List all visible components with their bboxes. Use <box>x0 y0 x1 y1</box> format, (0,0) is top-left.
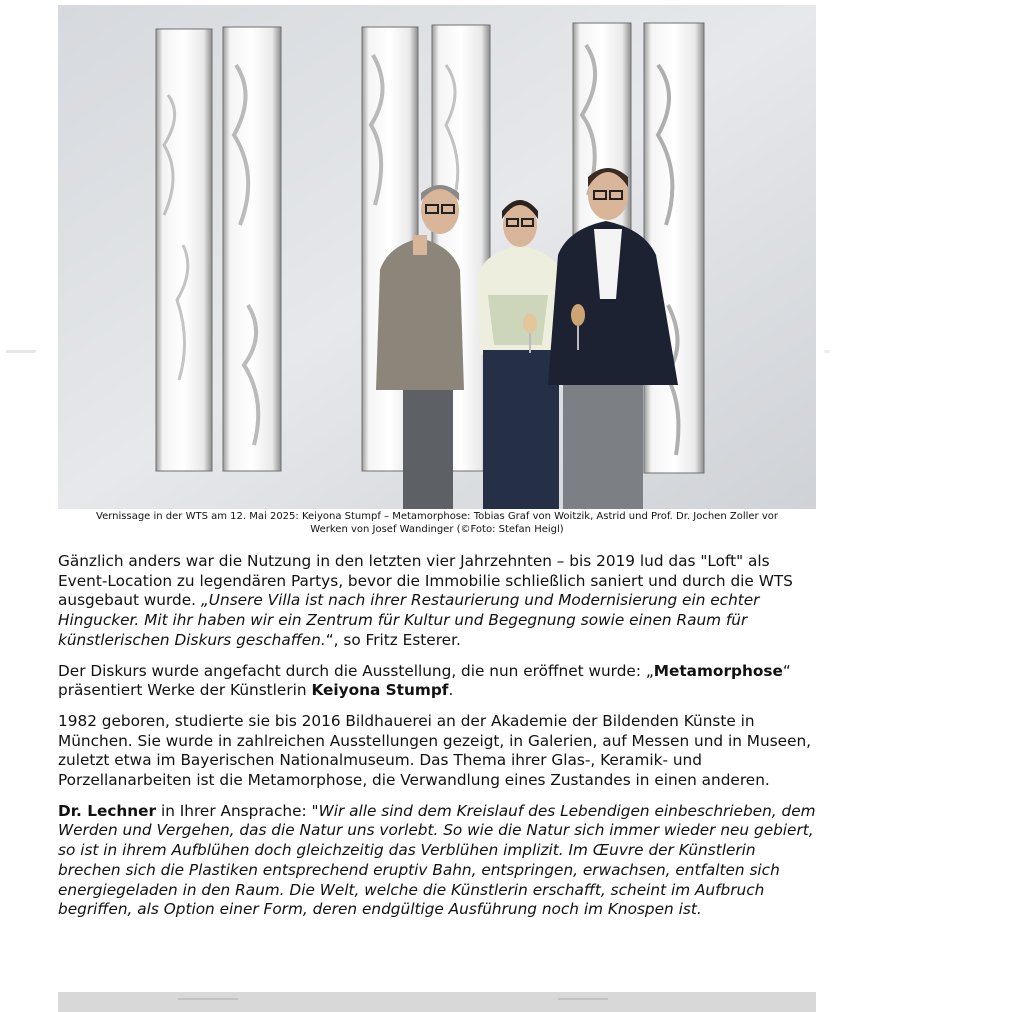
photo-caption <box>58 510 816 536</box>
exhibition-title: Metamorphose <box>653 661 783 680</box>
caption-line-2: Werken von Josef Wandinger (©Foto: Stefan Heigl) <box>310 524 564 535</box>
p1-quote: „Unsere Villa ist nach ihrer Restaurierung und Modernisierung ein echter Hingucker. Mit ihr haben wir ein Zentrum für Kultur und Begegnung sowie einen Raum für künstlerischen Diskurs geschaffen. <box>58 591 760 649</box>
p1-end: “, so Fritz Esterer. <box>325 630 461 649</box>
paragraph-3: 1982 geboren, studierte sie bis 2016 Bildhauerei an der Akademie der Bildenden Künste in München. Sie wurde in zahlreichen Ausstellungen gezeigt, in Galerien, auf Messen und in Museen, zuletzt etwa im Bayerischen Nationalmuseum. Das Thema ihrer Glas-, Keramik- und Porzellanarbeiten ist die Metamorphose, die Verwandlung eines Zustandes in einen anderen. <box>58 711 812 790</box>
article-body <box>58 552 816 931</box>
next-photo-detail <box>558 998 608 1000</box>
p1-text: Gänzlich anders war die Nutzung in den letzten vier Jahrzehnten – bis 2019 lud das "Loft" als Event-Location zu legendären Partys, bevor die Immobilie schließlich saniert und durch die WTS ausgebaut wurde. <box>58 552 793 610</box>
speaker-name: Dr. Lechner <box>58 801 157 820</box>
caption-line-1: Vernissage in der WTS am 12. Mai 2025: Keiyona Stumpf – Metamorphose: Tobias Graf von Woitzik, Astrid und Prof. Dr. Jochen Zoller vor <box>96 511 778 522</box>
event-photo <box>58 5 816 509</box>
p2-start: Der Diskurs wurde angefacht durch die Ausstellung, die nun eröffnet wurde: „ <box>58 661 654 680</box>
next-photo-edge <box>58 992 816 1012</box>
artist-name: Keiyona Stumpf <box>311 681 449 700</box>
speech-quote: Wir alle sind dem Kreislauf des Lebendigen einbeschrieben, dem Werden und Vergehen, das die Natur uns vorlebt. So wie die Natur sich immer wieder neu gebiert, so ist in ihrem Aufblühen doch gleichzeitig das Verblühen implizit. Im Œuvre der Künstlerin brechen sich die Plastiken entsprechend eruptiv Bahn, entspringen, erwachsen, entfalten sich energiegeladen in den Raum. Die Welt, welche die Künstlerin erschafft, scheint im Aufbruch begriffen, als Option einer Form, deren endgültige Ausführung noch im Knospen ist. <box>58 801 816 919</box>
scroll-hint-right <box>824 350 830 353</box>
p2-end: . <box>448 681 454 700</box>
p4-intro: in Ihrer Ansprache: " <box>156 801 319 820</box>
paragraph-1 <box>58 552 816 651</box>
p2-mid: “ präsentiert Werke der Künstlerin <box>58 661 791 700</box>
next-photo-detail <box>178 998 238 1000</box>
scroll-hint-left <box>6 350 36 353</box>
paragraph-4 <box>58 802 816 920</box>
paragraph-2 <box>58 662 816 701</box>
